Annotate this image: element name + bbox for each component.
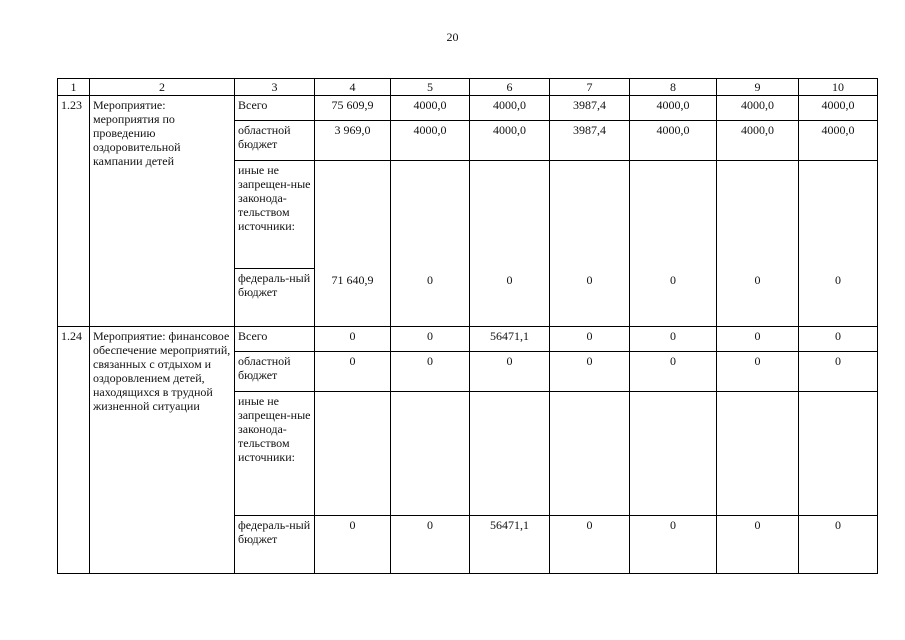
header-cell: 4 (315, 79, 391, 96)
value-cell: 75 609,9 (315, 96, 391, 121)
value-cell: 0 (799, 352, 878, 392)
header-cell: 9 (717, 79, 799, 96)
event-name: Мероприятие: мероприятия по проведению оздоровительной кампании детей (90, 96, 235, 327)
value-cell (470, 161, 550, 327)
value-cell: 4000,0 (717, 96, 799, 121)
value-text: 0 (754, 273, 761, 287)
funding-source: федераль-ный бюджет (235, 269, 315, 327)
value-cell (470, 392, 550, 516)
value-cell (717, 392, 799, 516)
value-text: 0 (835, 273, 841, 287)
value-cell: 0 (315, 516, 391, 574)
value-cell (630, 161, 717, 327)
funding-source: иные не запрещен-ные законода-тельством источники: (235, 161, 315, 269)
value-cell (550, 392, 630, 516)
value-cell: 3987,4 (550, 96, 630, 121)
header-cell: 1 (58, 79, 90, 96)
value-cell: 0 (550, 327, 630, 352)
budget-table (57, 78, 878, 574)
header-cell: 6 (470, 79, 550, 96)
value-cell: 0 (315, 327, 391, 352)
value-cell (799, 392, 878, 516)
header-cell: 8 (630, 79, 717, 96)
row-index: 1.24 (58, 327, 90, 574)
funding-source: иные не запрещен-ные законода-тельством источники: (235, 392, 315, 516)
funding-source: федераль-ный бюджет (235, 516, 315, 574)
header-cell: 5 (391, 79, 470, 96)
value-text: 0 (586, 273, 593, 287)
value-cell (630, 392, 717, 516)
value-cell (315, 392, 391, 516)
value-cell: 4000,0 (630, 96, 717, 121)
value-cell: 0 (470, 352, 550, 392)
value-cell (391, 392, 470, 516)
value-cell: 4000,0 (799, 96, 878, 121)
value-cell: 4000,0 (470, 121, 550, 161)
value-cell: 0 (717, 352, 799, 392)
value-cell: 4000,0 (799, 121, 878, 161)
value-cell: 0 (799, 516, 878, 574)
value-cell: 0 (315, 352, 391, 392)
header-cell: 7 (550, 79, 630, 96)
value-cell: 4000,0 (391, 121, 470, 161)
value-cell: 0 (391, 516, 470, 574)
value-cell: 0 (799, 327, 878, 352)
funding-source: Всего (235, 96, 315, 121)
value-cell: 3 969,0 (315, 121, 391, 161)
value-cell: 56471,1 (470, 327, 550, 352)
header-row (58, 79, 878, 96)
value-cell: 3987,4 (550, 121, 630, 161)
value-cell: 4000,0 (470, 96, 550, 121)
funding-source: областной бюджет (235, 352, 315, 392)
value-cell: 4000,0 (717, 121, 799, 161)
value-cell: 0 (630, 327, 717, 352)
value-cell: 4000,0 (630, 121, 717, 161)
header-cell: 3 (235, 79, 315, 96)
value-text: 71 640,9 (331, 273, 374, 287)
value-cell: 56471,1 (470, 516, 550, 574)
value-cell (717, 161, 799, 327)
value-cell: 0 (550, 352, 630, 392)
funding-source: областной бюджет (235, 121, 315, 161)
page-number: 20 (446, 30, 459, 44)
value-cell: 4000,0 (391, 96, 470, 121)
value-cell (799, 161, 878, 327)
value-text: 0 (506, 273, 513, 287)
header-cell: 2 (90, 79, 235, 96)
table-row (58, 327, 878, 352)
value-cell (315, 161, 391, 327)
table-row (58, 96, 878, 121)
header-cell: 10 (799, 79, 878, 96)
value-cell (550, 161, 630, 327)
value-cell: 0 (391, 327, 470, 352)
value-cell: 0 (717, 327, 799, 352)
value-cell: 0 (550, 516, 630, 574)
value-cell: 0 (630, 516, 717, 574)
event-name: Мероприятие: финансовое обеспечение мероприятий, связанных с отдыхом и оздоровлением детей, находящихся в трудной жизненной ситуации (90, 327, 235, 574)
value-cell: 0 (391, 352, 470, 392)
row-index: 1.23 (58, 96, 90, 327)
value-cell (391, 161, 470, 327)
value-cell: 0 (630, 352, 717, 392)
funding-source: Всего (235, 327, 315, 352)
value-text: 0 (427, 273, 433, 287)
value-text: 0 (670, 273, 676, 287)
value-cell: 0 (717, 516, 799, 574)
